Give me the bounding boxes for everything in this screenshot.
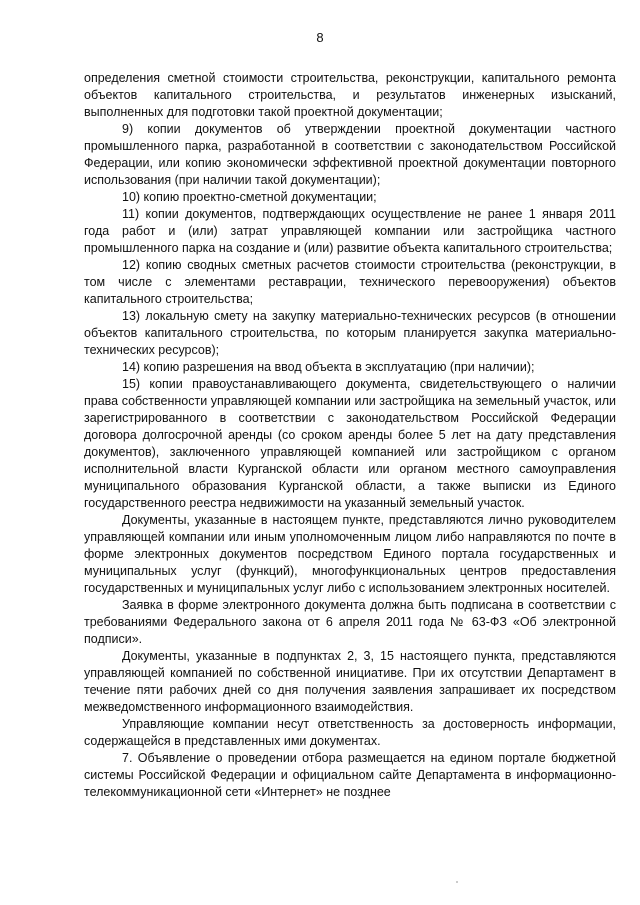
list-item-15: 15) копии правоустанавливающего документа, свидетельствующего о наличии права собственности управляющей компании или застройщика на земельный участок, или зарегистрированного в соответствии с законодательством Российской Федерации договора долгосрочной аренды (со сроком аренды более 5 лет на дату представления документов), заключенного управляющей компанией или застройщиком с органом исполнительной власти Курганской области или органом местного самоуправления муниципального образования Курганской области, а также выписки из Единого государственного реестра недвижимости на указанный земельный участок. xyxy=(84,377,616,510)
paragraph: Управляющие компании несут ответственность за достоверность информации, содержащейся в представленных ими документах. xyxy=(84,717,616,748)
document-body xyxy=(84,70,616,801)
list-item-9: 9) копии документов об утверждении проектной документации частного промышленного парка, разработанной в соответствии с законодательством Российской Федерации, или копию экономически эффективной проектной документации повторного использования (при наличии такой документации); xyxy=(84,122,616,187)
paragraph: Документы, указанные в подпунктах 2, 3, 15 настоящего пункта, представляются управляющей компанией по собственной инициативе. При их отсутствии Департамент в течение пяти рабочих дней со дня получения заявления запрашивает их посредством межведомственного информационного взаимодействия. xyxy=(84,649,616,714)
list-item-12: 12) копию сводных сметных расчетов стоимости строительства (реконструкции, в том числе с элементами реставрации, технического перевооружения) объектов капитального строительства; xyxy=(84,258,616,306)
list-item-13: 13) локальную смету на закупку материально-технических ресурсов (в отношении объектов капитального строительства, по которым планируется закупка материально-технических ресурсов); xyxy=(84,309,616,357)
paragraph: Документы, указанные в настоящем пункте, представляются лично руководителем управляющей компании или иным уполномоченным лицом либо направляются по почте в форме электронных документов посредством Единого портала государственных и муниципальных услуг (функций), многофункциональных центров предоставления государственных и муниципальных услуг либо с использованием электронных носителей. xyxy=(84,513,616,595)
list-item-14: 14) копию разрешения на ввод объекта в эксплуатацию (при наличии); xyxy=(122,360,535,374)
list-item-11: 11) копии документов, подтверждающих осуществление не ранее 1 января 2011 года работ и (или) затрат управляющей компании или застройщика частного промышленного парка на создание и (или) развитие объекта капитального строительства; xyxy=(84,207,616,255)
list-item-10: 10) копию проектно-сметной документации; xyxy=(122,190,377,204)
paragraph: определения сметной стоимости строительства, реконструкции, капитального ремонта объектов капитального строительства, и результатов инженерных изысканий, выполненных для подготовки такой проектной документации; xyxy=(84,71,616,119)
scan-mark xyxy=(456,881,458,883)
section-7-paragraph: 7. Объявление о проведении отбора размещается на едином портале бюджетной системы Российской Федерации и официальном сайте Департамента в информационно-телекоммуникационной сети «Интернет» не позднее xyxy=(84,751,616,799)
page-number: 8 xyxy=(316,30,324,45)
paragraph: Заявка в форме электронного документа должна быть подписана в соответствии с требованиями Федерального закона от 6 апреля 2011 года № 63-ФЗ «Об электронной подписи». xyxy=(84,598,616,646)
